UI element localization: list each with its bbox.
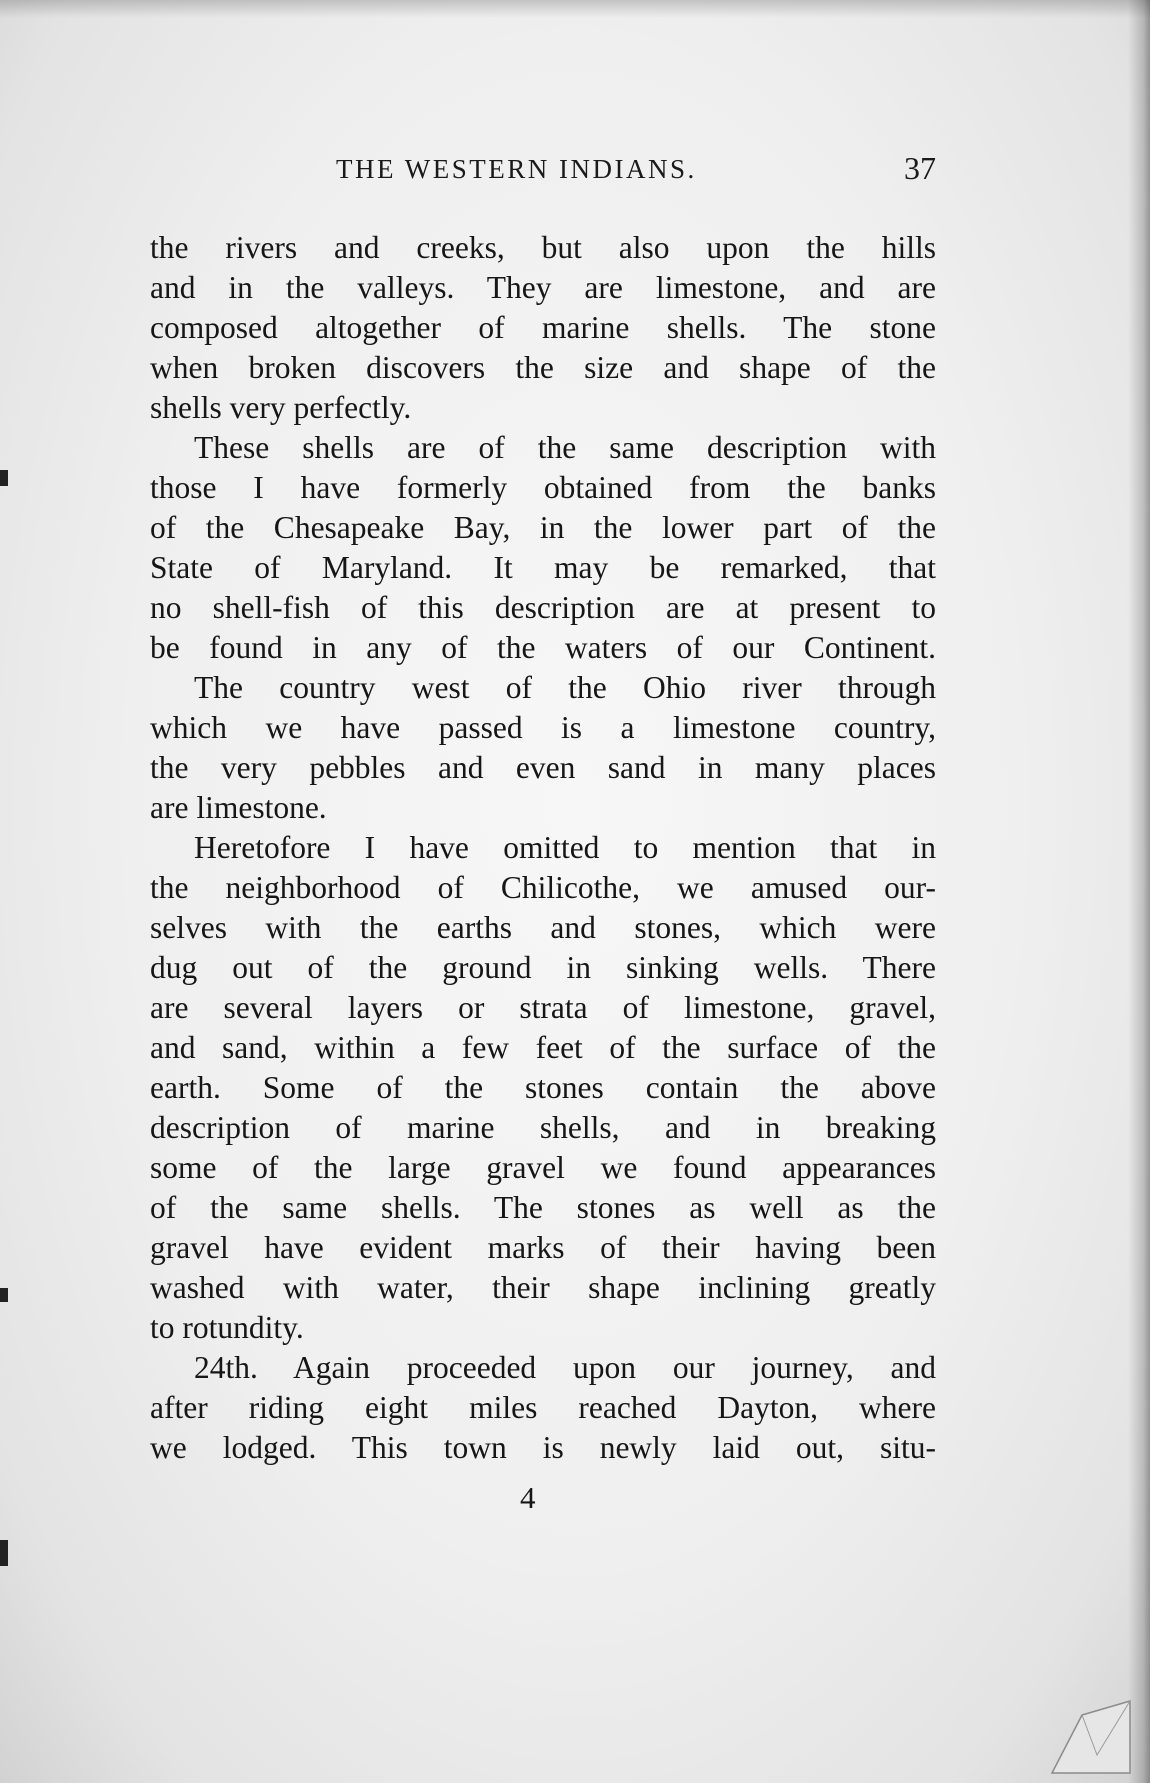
- text-line: dug out of the ground in sinking wells. There: [150, 950, 936, 985]
- page-number: 37: [904, 150, 936, 186]
- corner-fold-icon: [1042, 1695, 1132, 1775]
- text-line: earth. Some of the stones contain the above: [150, 1070, 936, 1105]
- paragraph: [150, 828, 936, 1348]
- text-line: and in the valleys. They are limestone, and are: [150, 270, 936, 305]
- paragraph: [150, 668, 936, 828]
- text-line: of the Chesapeake Bay, in the lower part of the: [150, 510, 936, 545]
- text-line: selves with the earths and stones, which were: [150, 910, 936, 945]
- text-line: of the same shells. The stones as well as the: [150, 1190, 936, 1225]
- margin-mark-top: [0, 470, 8, 486]
- text-line: when broken discovers the size and shape of the: [150, 350, 936, 385]
- text-line: and sand, within a few feet of the surface of the: [150, 1030, 936, 1065]
- paragraph: [150, 428, 936, 668]
- text-line: after riding eight miles reached Dayton, where: [150, 1390, 936, 1425]
- text-line: 24th. Again proceeded upon our journey, and: [194, 1350, 936, 1385]
- paragraph: [150, 228, 936, 428]
- running-head: THE WESTERN INDIANS.: [336, 154, 697, 184]
- text-line: be found in any of the waters of our Continent.: [150, 630, 936, 665]
- text-line: to rotundity.: [150, 1310, 304, 1345]
- text-line: the very pebbles and even sand in many places: [150, 750, 936, 785]
- text-line: gravel have evident marks of their having been: [150, 1230, 936, 1265]
- signature-mark: 4: [520, 1480, 536, 1515]
- text-line: composed altogether of marine shells. The stone: [150, 310, 936, 345]
- margin-mark-bottom: [0, 1540, 8, 1566]
- text-line: the neighborhood of Chilicothe, we amused our-: [150, 870, 936, 905]
- text-line: no shell-fish of this description are at present to: [150, 590, 936, 625]
- margin-mark-middle: [0, 1288, 8, 1302]
- text-line: are limestone.: [150, 790, 327, 825]
- text-line: shells very perfectly.: [150, 390, 412, 425]
- text-line: The country west of the Ohio river through: [194, 670, 936, 705]
- text-line: those I have formerly obtained from the banks: [150, 470, 936, 505]
- paragraph: [150, 1348, 936, 1468]
- body-text: [150, 228, 936, 1468]
- text-line: some of the large gravel we found appearances: [150, 1150, 936, 1185]
- text-line: Heretofore I have omitted to mention that in: [194, 830, 936, 865]
- text-line: which we have passed is a limestone country,: [150, 710, 936, 745]
- text-line: State of Maryland. It may be remarked, that: [150, 550, 936, 585]
- text-line: are several layers or strata of limestone, gravel,: [150, 990, 936, 1025]
- text-line: description of marine shells, and in breaking: [150, 1110, 936, 1145]
- text-line: These shells are of the same description with: [194, 430, 936, 465]
- text-line: we lodged. This town is newly laid out, situ-: [150, 1430, 936, 1465]
- text-line: the rivers and creeks, but also upon the hills: [150, 230, 936, 265]
- page-header: [150, 150, 936, 190]
- text-line: washed with water, their shape inclining greatly: [150, 1270, 936, 1305]
